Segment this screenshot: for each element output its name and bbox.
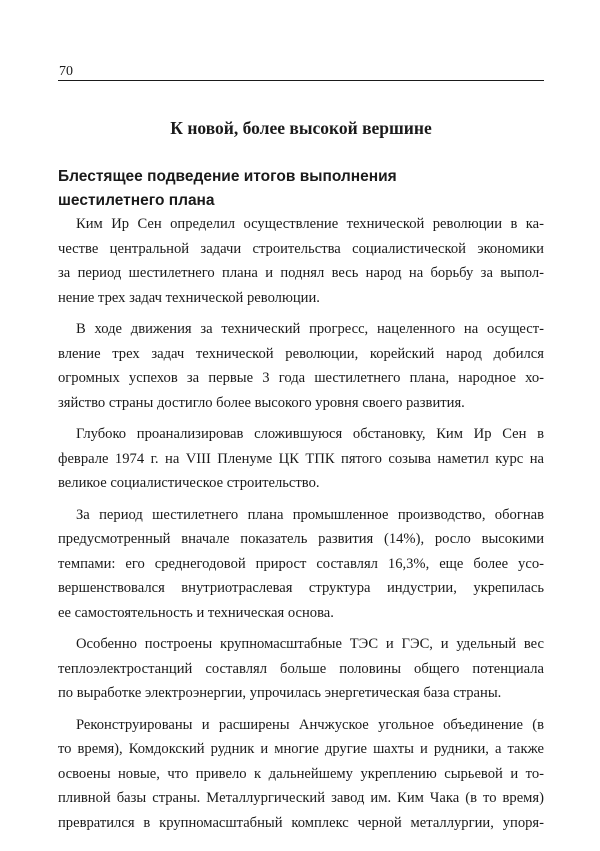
text-line: В ходе движения за технический прогресс, нацеленного на осущест- [76, 321, 544, 337]
text-line: огромных успехов за первые 3 года шестилетнего плана, народное хо- [58, 370, 544, 386]
text-line: вершенствовался внутриотраслевая структура индустрии, укрепилась [58, 580, 544, 596]
text-line: Ким Ир Сен определил осуществление технической революции в ка- [76, 216, 544, 232]
text-line: освоены новые, что привело к дальнейшему укреплению сырьевой и то- [58, 765, 544, 782]
text-line: великое социалистическое строительство. [58, 475, 320, 491]
text-line: Глубоко проанализировав сложившуюся обстановку, Ким Ир Сен в [76, 426, 544, 442]
text-line: За период шестилетнего плана промышленное производство, обогнав [76, 506, 544, 523]
text-line: честве центральной задачи строительства социалистической экономики [58, 240, 544, 257]
text-line: то время), Комдокский рудник и многие другие шахты и рудники, а также [58, 741, 544, 757]
section-title-line-2: шестилетнего плана [58, 192, 215, 209]
chapter-title: К новой, более высокой вершине [170, 118, 432, 138]
text-line: вление трех задач технической революции, корейский народ добился [58, 345, 544, 362]
paragraph-4 [58, 503, 544, 626]
paragraph-5 [58, 632, 544, 706]
text-line: зяйство страны достигло более высокого уровня своего развития. [58, 394, 465, 411]
text-line: теплоэлектростанций составлял больше половины общего потенциала [58, 660, 544, 677]
text-line: темпами: его среднегодовой прирост составлял 16,3%, еще более усо- [58, 555, 544, 572]
paragraph-3 [58, 422, 544, 496]
text-line: Реконструированы и расширены Анчжуское угольное объединение (в [76, 716, 544, 733]
page-number: 70 [59, 64, 73, 79]
text-line: ее самостоятельность и техническая основа. [58, 604, 334, 621]
body-text [58, 212, 544, 842]
text-line: превратился в крупномасштабный комплекс черной металлургии, упоря- [58, 814, 544, 831]
paragraph-6 [58, 713, 544, 836]
section-title-line-1: Блестящее подведение итогов выполнения [58, 168, 397, 185]
paragraph-1 [58, 212, 544, 310]
text-line: предусмотренный вначале показатель развития (14%), росло высокими [58, 531, 544, 547]
section-title [58, 165, 488, 213]
header-rule [58, 80, 544, 81]
text-line: феврале 1974 г. на VIII Пленуме ЦК ТПК пятого созыва наметил курс на [58, 450, 544, 467]
text-line: нение трех задач технической революции. [58, 289, 320, 306]
text-line: по выработке электроэнергии, упрочилась энергетическая база страны. [58, 685, 502, 701]
text-line: пливной базы страны. Металлургический завод им. Ким Чака (в то время) [58, 790, 544, 806]
paragraph-2 [58, 317, 544, 415]
text-line: Особенно построены крупномасштабные ТЭС и ГЭС, и удельный вес [76, 636, 544, 652]
text-line: за период шестилетнего плана и поднял весь народ на борьбу за выпол- [58, 265, 544, 281]
